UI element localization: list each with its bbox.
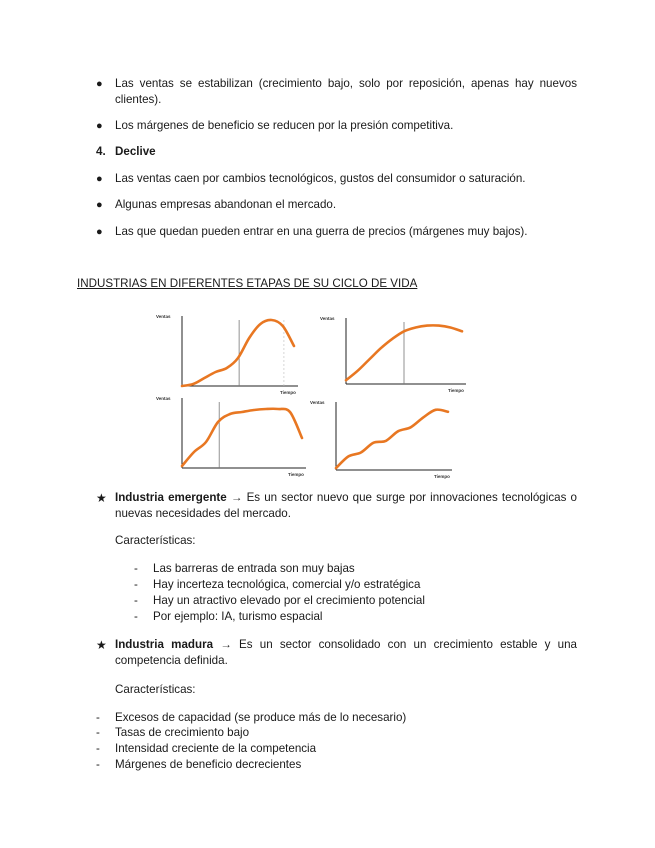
- bullet-text: Las ventas caen por cambios tecnológicos, gustos del consumidor o saturación.: [115, 172, 526, 185]
- list-item: Hay incerteza tecnológica, comercial y/o estratégica: [153, 578, 421, 591]
- characteristics-label: Características:: [115, 534, 196, 547]
- dash-icon: -: [134, 610, 138, 623]
- chart-panel-3: [156, 396, 306, 477]
- ylabel: Ventas: [156, 314, 171, 319]
- list-item: Tasas de crecimiento bajo: [115, 726, 250, 739]
- list-item: Intensidad creciente de la competencia: [115, 742, 317, 755]
- mature-paragraph: [115, 637, 577, 669]
- bullet-dot: ●: [96, 78, 103, 90]
- bullet-dot: ●: [96, 173, 103, 185]
- arrow-icon: →: [230, 491, 243, 504]
- arrow-icon: →: [220, 638, 232, 651]
- sales-curve: [182, 320, 294, 386]
- charts-group: [156, 314, 466, 479]
- dash-icon: -: [134, 594, 138, 607]
- bullet-text: Algunas empresas abandonan el mercado.: [115, 198, 337, 211]
- dash-icon: -: [134, 578, 138, 591]
- dash-icon: -: [96, 726, 100, 739]
- bullet-text: Los márgenes de beneficio se reducen por la presión competitiva.: [115, 119, 454, 132]
- dash-icon: -: [96, 742, 100, 755]
- sales-curve: [336, 410, 448, 468]
- bullet-text: Las que quedan pueden entrar en una guerra de precios (márgenes muy bajos).: [115, 225, 528, 238]
- xlabel: Tiempo: [288, 472, 304, 477]
- xlabel: Tiempo: [448, 388, 464, 393]
- ylabel: Ventas: [310, 400, 325, 405]
- bullet-dot: ●: [96, 120, 103, 132]
- ylabel: Ventas: [156, 396, 171, 401]
- dash-icon: -: [96, 711, 100, 724]
- emergent-paragraph: [115, 490, 577, 522]
- mature-description: Es un sector consolidado con un crecimiento estable y una competencia definida.: [115, 638, 577, 667]
- mature-name: Industria madura: [115, 638, 214, 651]
- section-title: INDUSTRIAS EN DIFERENTES ETAPAS DE SU CICLO DE VIDA: [77, 277, 418, 290]
- dash-icon: -: [96, 758, 100, 771]
- chart-panel-2: [320, 316, 466, 393]
- bullet-text: Las ventas se estabilizan (crecimiento bajo, solo por reposición, apenas hay nuevos clientes).: [115, 77, 577, 106]
- heading-declive: Declive: [115, 145, 156, 158]
- bullet-dot: ●: [96, 199, 103, 211]
- sales-curve: [182, 409, 302, 466]
- emergent-name: Industria emergente: [115, 491, 227, 504]
- xlabel: Tiempo: [280, 390, 296, 395]
- chart-panel-1: [156, 314, 298, 395]
- charts-figure: [150, 308, 480, 480]
- emergent-description: Es un sector nuevo que surge por innovaciones tecnológicas o nuevas necesidades del mercado.: [115, 491, 577, 520]
- star-icon: ★: [96, 491, 107, 505]
- list-item: Hay un atractivo elevado por el crecimiento potencial: [153, 594, 425, 607]
- heading-number: 4.: [96, 145, 106, 158]
- characteristics-label: Características:: [115, 683, 196, 696]
- star-icon: ★: [96, 638, 107, 652]
- list-item: Las barreras de entrada son muy bajas: [153, 562, 355, 575]
- xlabel: Tiempo: [434, 474, 450, 479]
- chart-panel-4: [310, 400, 452, 479]
- bullet-dot: ●: [96, 226, 103, 238]
- list-item: Por ejemplo: IA, turismo espacial: [153, 610, 323, 623]
- list-item: Márgenes de beneficio decrecientes: [115, 758, 302, 771]
- ylabel: Ventas: [320, 316, 335, 321]
- dash-icon: -: [134, 562, 138, 575]
- list-item: Excesos de capacidad (se produce más de lo necesario): [115, 711, 407, 724]
